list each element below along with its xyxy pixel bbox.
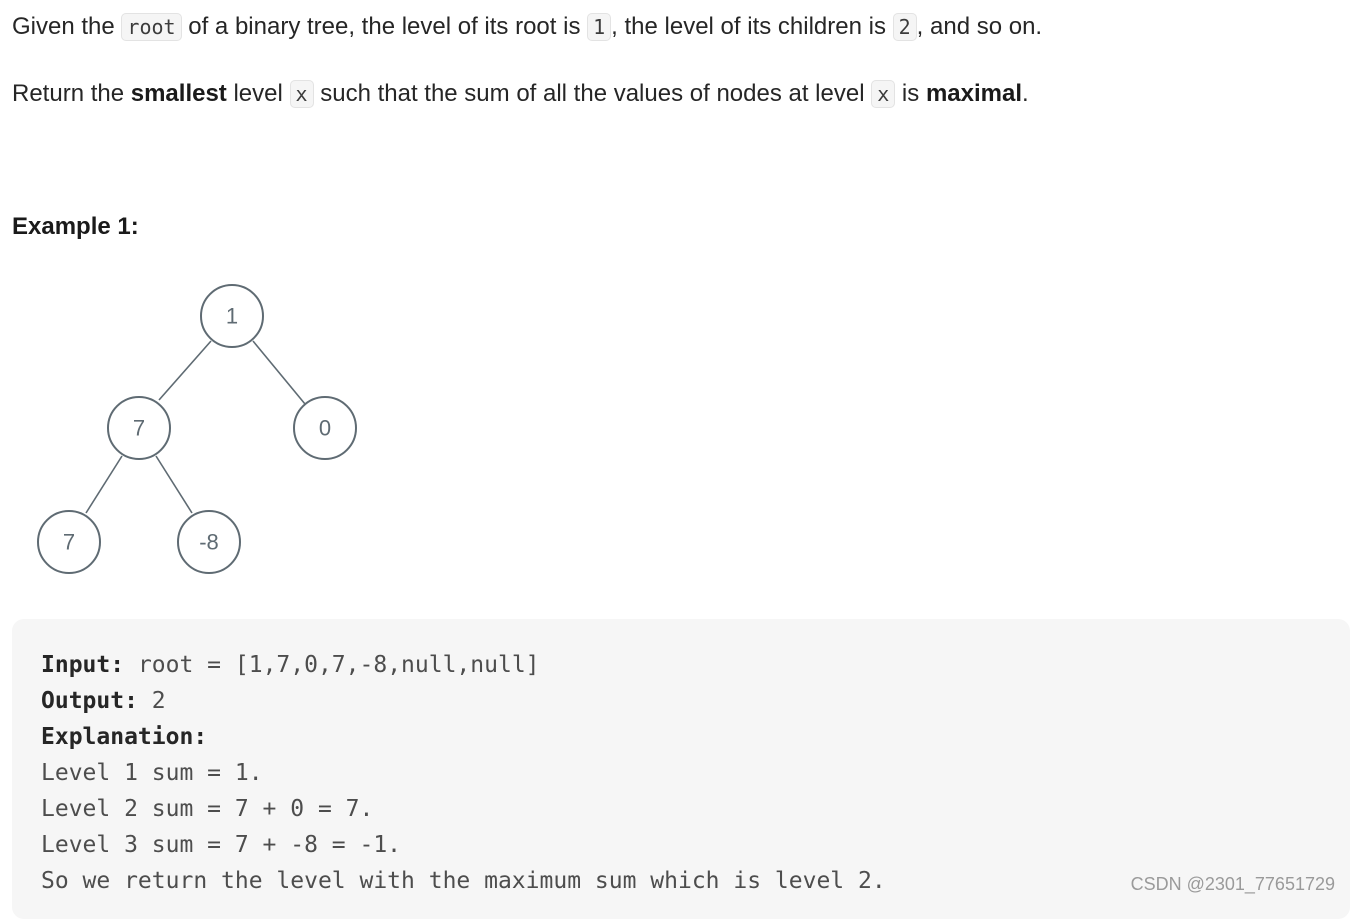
input-value: root = [1,7,0,7,-8,null,null]	[124, 652, 540, 678]
tree-node	[108, 397, 170, 459]
tree-node	[178, 511, 240, 573]
output-label: Output:	[41, 688, 138, 714]
watermark: CSDN @2301_77651729	[1130, 874, 1335, 894]
tree-node-value: 1	[225, 303, 239, 329]
explanation-line: Level 1 sum = 1.	[41, 760, 263, 786]
tree-node-value: -8	[199, 529, 219, 555]
tree-node	[294, 397, 356, 459]
tree-edge	[156, 456, 192, 513]
text-segment: of a binary tree, the level of its root is	[181, 13, 588, 40]
explanation-line: So we return the level with the maximum sum which is level 2.	[41, 868, 886, 894]
text-segment: .	[1022, 80, 1029, 107]
bold-text: maximal	[925, 80, 1022, 107]
explanation-label-line	[41, 719, 886, 755]
text-segment: , the level of its children is	[611, 13, 893, 40]
text-segment: Given the	[12, 13, 122, 40]
output-value: 2	[137, 688, 166, 714]
text-segment: such that the sum of all the values of nodes at level	[313, 80, 872, 107]
inline-code: 1	[587, 13, 611, 41]
example-io-text	[41, 647, 886, 899]
text-segment: level	[226, 80, 290, 107]
inline-code: root	[121, 13, 181, 41]
tree-edge	[159, 341, 211, 400]
tree-node-value: 7	[132, 415, 146, 441]
explanation-line: Level 2 sum = 7 + 0 = 7.	[41, 796, 374, 822]
problem-task-paragraph	[12, 77, 1029, 111]
tree-node	[38, 511, 100, 573]
tree-node-value: 7	[62, 529, 76, 555]
output-line	[41, 683, 886, 719]
tree-node-value: 0	[318, 415, 332, 441]
tree-edge	[86, 456, 122, 513]
inline-code: x	[871, 80, 895, 108]
tree-node	[201, 285, 263, 347]
problem-statement-paragraph	[12, 10, 1042, 44]
bold-text: smallest	[130, 80, 227, 107]
inline-code: x	[290, 80, 314, 108]
example-title: Example 1:	[12, 213, 139, 240]
explanation-line: Level 3 sum = 7 + -8 = -1.	[41, 832, 402, 858]
text-segment: is	[895, 80, 926, 107]
explanation-label: Explanation:	[41, 724, 208, 750]
tree-edge	[253, 341, 305, 404]
binary-tree-diagram	[0, 270, 400, 590]
inline-code: 2	[893, 13, 917, 41]
input-label: Input:	[41, 652, 125, 678]
text-segment: , and so on.	[916, 13, 1043, 40]
input-line	[41, 647, 886, 683]
text-segment: Return the	[12, 80, 131, 107]
